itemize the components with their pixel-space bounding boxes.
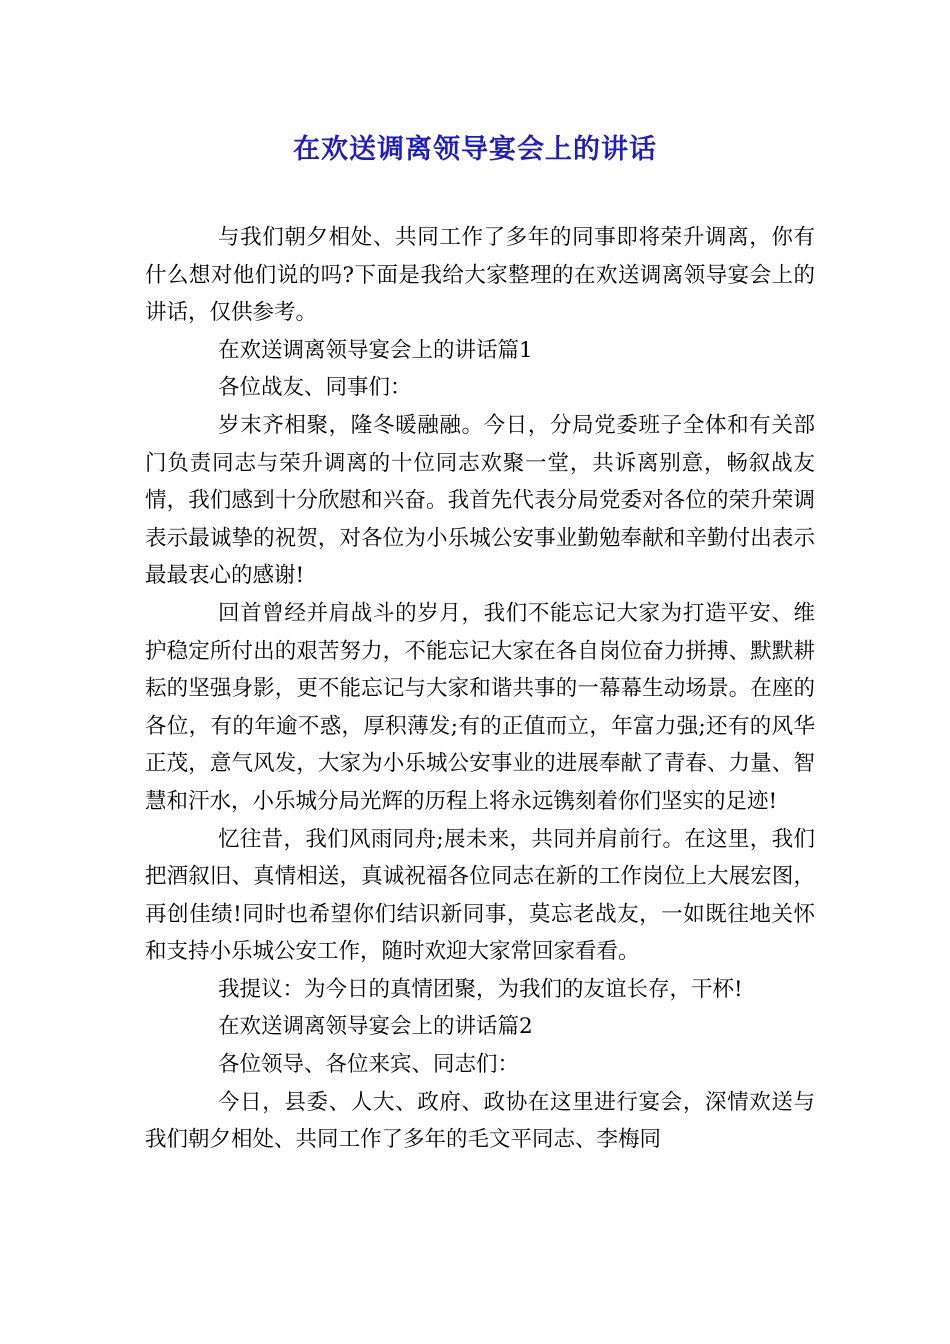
- body-paragraph: 回首曾经并肩战斗的岁月，我们不能忘记大家为打造平安、维护稳定所付出的艰苦努力，不能忘记大家在各自岗位奋力拼搏、默默耕耘的坚强身影，更不能忘记与大家和谐共事的一幕幕生动场景。在座的各位，有的年逾不惑，厚积薄发;有的正值而立，年富力强;还有的风华正茂，意气风发，大家为小乐城公安事业的进展奉献了青春、力量、智慧和汗水，小乐城分局光辉的历程上将永远镌刻着你们坚实的足迹!: [145, 600, 815, 814]
- salutation-1: 各位战友、同事们：: [218, 375, 412, 401]
- section-heading-2: 在欢送调离领导宴会上的讲话篇2: [218, 1014, 533, 1040]
- toast-paragraph: 我提议：为今日的真情团聚，为我们的友谊长存，干杯!: [218, 976, 743, 1002]
- salutation-2: 各位领导、各位来宾、同志们：: [218, 1052, 520, 1078]
- document-body: [145, 219, 815, 1159]
- body-paragraph: 今日，县委、人大、政府、政协在这里进行宴会，深情欢送与我们朝夕相处、共同工作了多年的毛文平同志、李梅同: [145, 1089, 815, 1153]
- document-title: 在欢送调离领导宴会上的讲话: [293, 134, 657, 165]
- body-paragraph: 岁末齐相聚，隆冬暖融融。今日，分局党委班子全体和有关部门负责同志与荣升调离的十位同志欢聚一堂，共诉离别意，畅叙战友情，我们感到十分欣慰和兴奋。我首先代表分局党委对各位的荣升荣调表示最诚挚的祝贺，对各位为小乐城公安事业勤勉奉献和辛勤付出表示最最衷心的感谢!: [145, 412, 815, 589]
- body-paragraph: 忆往昔，我们风雨同舟;展未来，共同并肩前行。在这里，我们把酒叙旧、真情相送，真诚祝福各位同志在新的工作岗位上大展宏图，再创佳绩!同时也希望你们结识新同事，莫忘老战友，一如既往地关怀和支持小乐城公安工作，随时欢迎大家常回家看看。: [145, 826, 815, 965]
- intro-paragraph: 与我们朝夕相处、共同工作了多年的同事即将荣升调离，你有什么想对他们说的吗?下面是我给大家整理的在欢送调离领导宴会上的讲话，仅供参考。: [145, 225, 815, 326]
- section-heading-1: 在欢送调离领导宴会上的讲话篇1: [218, 337, 533, 363]
